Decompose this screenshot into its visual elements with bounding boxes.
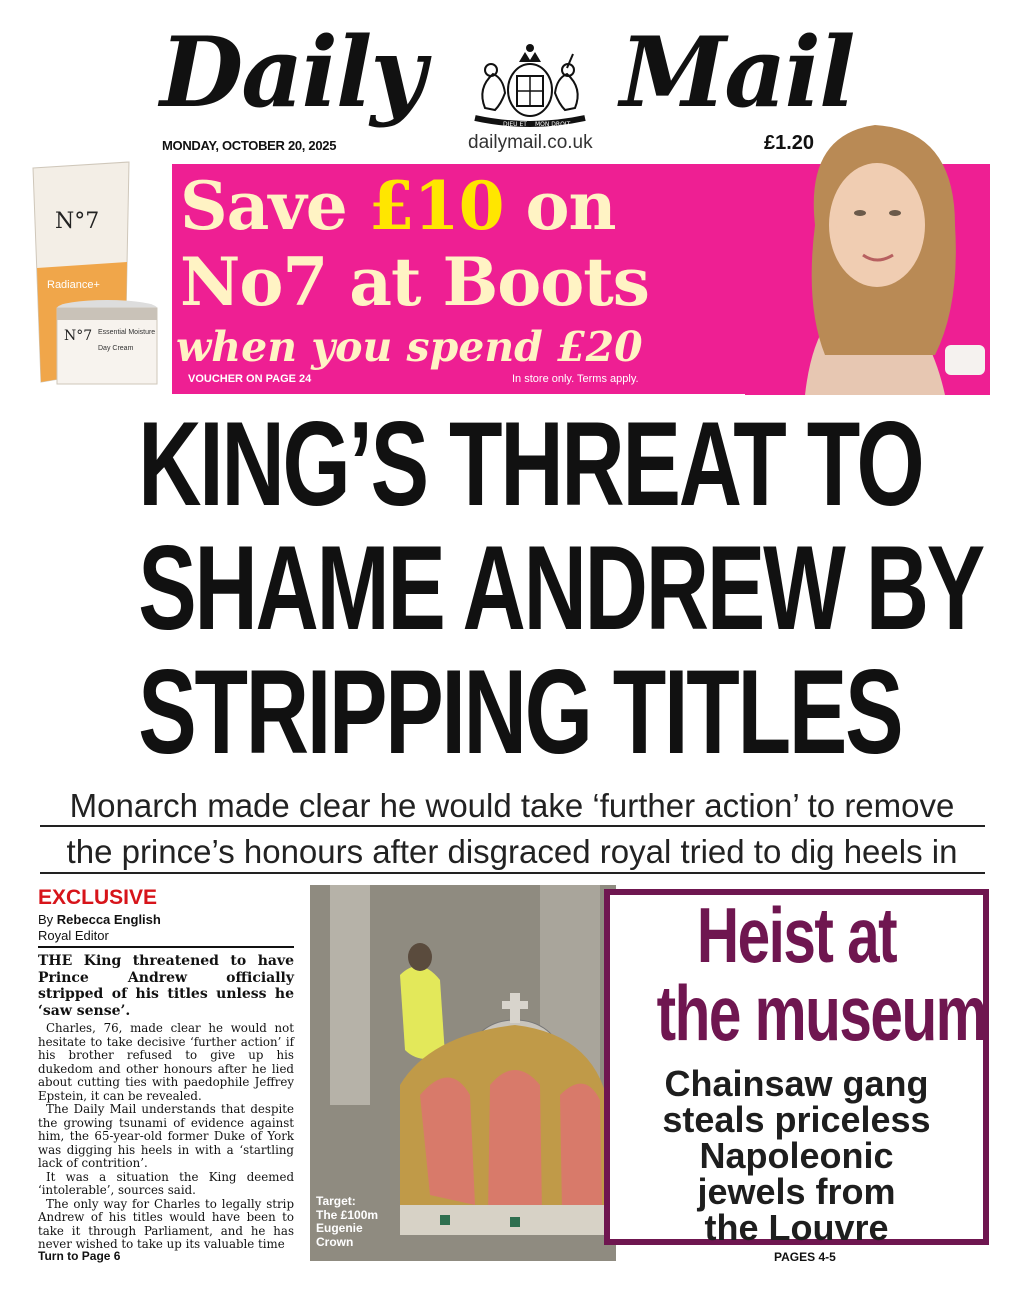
crest-motto-right: MON DROIT [535,121,571,128]
story-intro: THE King threatened to have Prince Andrew officially stripped of his titles unless he ‘saw sense’. [38,953,294,1019]
strap-divider-bottom [40,872,985,874]
pages-reference-link[interactable]: PAGES 4-5 [770,1250,840,1264]
website-link[interactable]: dailymail.co.uk [468,132,593,153]
crest-motto-left: DIEU ET [503,121,527,128]
heist-title-1: Heist at [696,891,897,979]
strapline-2: the prince’s honours after disgraced royal tried to dig heels in [66,833,958,870]
turn-to-page-link[interactable]: Turn to Page 6 [38,1249,121,1263]
masthead-mail: Mail [620,16,854,129]
headline-line-2: SHAME ANDREW BY [138,521,984,655]
headline-line-1: KING’S THREAT TO [138,397,923,531]
strap-divider [40,825,985,827]
masthead-daily: Daily [160,16,425,129]
heist-subhead-3: Napoleonic [699,1135,894,1176]
main-headline[interactable] [0,397,1024,779]
promo-headline-1: Save £10 on [180,167,616,245]
promo-headline-2: No7 at Boots [180,243,649,321]
jar-brand: N°7 [64,328,93,344]
model-photo [745,105,990,395]
dateline: MONDAY, OCTOBER 20, 2025 [162,138,337,153]
tube-brand: N°7 [55,209,100,234]
tube-product: Radiance+ [47,279,100,291]
photo-caption: Target: The £100m Eugenie Crown [316,1194,379,1249]
heist-subhead-1: Chainsaw gang [664,1063,929,1104]
promo-terms: In store only. Terms apply. [512,373,639,385]
story-body [38,1022,294,1252]
headline-line-3: STRIPPING TITLES [138,645,902,779]
jar-product: Essential Moisture [98,329,156,336]
royal-crest-icon [455,38,605,128]
byline: By Rebecca English [38,912,161,927]
heist-title-2: the museum [656,969,987,1057]
heist-subhead-5: the Louvre [704,1207,889,1248]
exclusive-kicker: EXCLUSIVE [38,886,158,909]
story-paragraph: Charles, 76, made clear he would not hesitate to take decisive ‘further action’ if his brother refused to give up his dukedom and other honours after he lied about cutting ties with paedophile Jeffrey Epstein, it can be revealed. [38,1021,294,1103]
strapline-1: Monarch made clear he would take ‘further action’ to remove [69,787,955,824]
no7-day-cream-jar-image [52,298,162,390]
author-role: Royal Editor [38,928,109,943]
author-name[interactable]: Rebecca English [56,912,161,927]
jar-desc: Day Cream [98,345,134,352]
story-paragraph: The only way for Charles to legally strip Andrew of his titles would have been to take it through Parliament, and he has never wished to take up its valuable time [38,1196,294,1251]
cover-price: £1.20 [764,132,815,154]
story-paragraph: It was a situation the King deemed ‘intolerable’, sources said. [38,1169,294,1197]
heist-story-box[interactable] [604,889,989,1248]
promo-highlight: £10 [368,167,504,245]
heist-subhead-4: jewels from [697,1171,896,1212]
louvre-crown-photo[interactable] [310,885,616,1261]
promo-headline-3: when you spend £20 [176,323,643,371]
story-paragraph: The Daily Mail understands that despite the growing tsunami of evidence against him, the 65-year-old former Duke of York was digging his heels in with a ‘startling lack of contrition’. [38,1102,294,1170]
column-rule [38,946,294,948]
promo-voucher: VOUCHER ON PAGE 24 [188,373,312,385]
heist-subhead-2: steals priceless [662,1099,931,1140]
